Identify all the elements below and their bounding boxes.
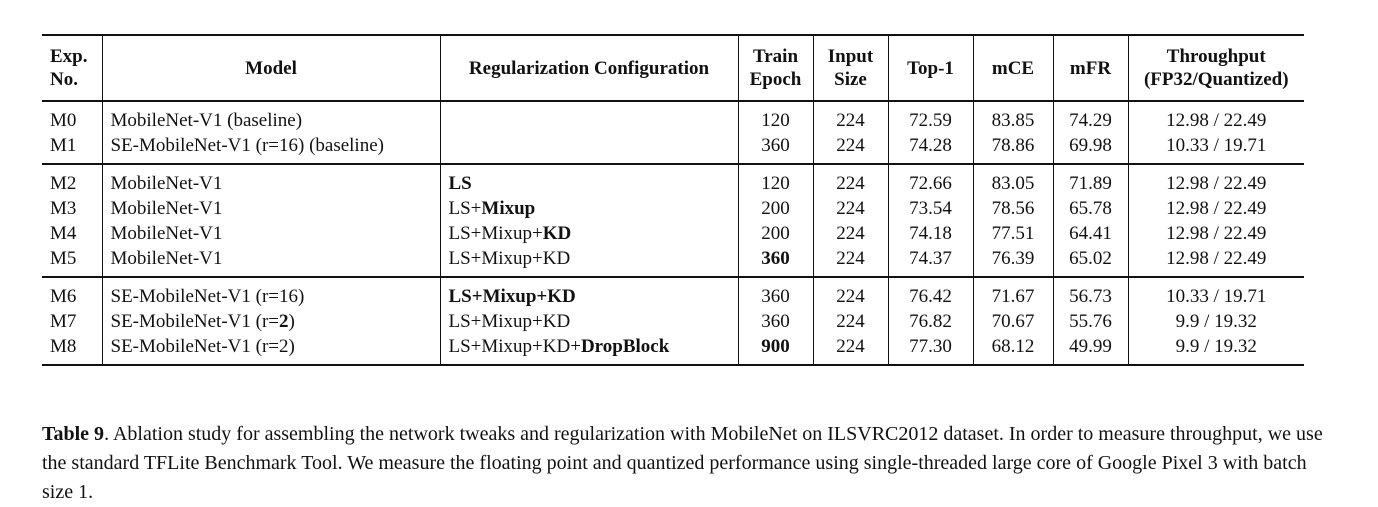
cell-mfr: 69.98	[1053, 133, 1128, 164]
cell-throughput: 10.33 / 19.71	[1166, 134, 1267, 156]
cell-mce: 77.51	[973, 221, 1053, 246]
cell-top1: 74.37	[888, 246, 973, 277]
cell-exp: M7	[42, 309, 102, 334]
table-caption	[42, 420, 1332, 507]
cell-epoch: 120	[738, 101, 813, 133]
cell-model: MobileNet-V1 (baseline)	[102, 101, 440, 133]
cell-reg	[440, 133, 738, 164]
table-group-mobilenet	[42, 164, 1304, 277]
cell-epoch: 360	[738, 277, 813, 309]
cell-model: SE-MobileNet-V1 (r=2)	[102, 334, 440, 365]
caption-text: . Ablation study for assembling the network tweaks and regularization with MobileNet on ILSVRC2012 dataset. In order to measure throughput, we use the standard TFLite Benchmark Tool. We measure the floating point and quantized performance using single-threaded large core of Google Pixel 3 with batch size 1.	[42, 423, 1323, 503]
header-model: Model	[102, 35, 440, 101]
cell-epoch: 120	[738, 164, 813, 196]
header-train-epoch: Train Epoch	[738, 35, 813, 101]
cell-throughput: 12.98 / 22.49	[1166, 109, 1267, 131]
cell-exp: M2	[42, 164, 102, 196]
cell-model: SE-MobileNet-V1 (r=16) (baseline)	[102, 133, 440, 164]
cell-epoch: 200	[738, 221, 813, 246]
cell-input: 224	[813, 309, 888, 334]
header-mce: mCE	[973, 35, 1053, 101]
cell-exp: M0	[42, 101, 102, 133]
cell-mce: 83.85	[973, 101, 1053, 133]
header-throughput: Throughput (FP32/Quantized)	[1143, 46, 1289, 90]
cell-input: 224	[813, 277, 888, 309]
cell-model: MobileNet-V1	[102, 196, 440, 221]
cell-throughput: 9.9 / 19.32	[1175, 335, 1257, 357]
cell-exp: M3	[42, 196, 102, 221]
table-row	[42, 164, 1304, 196]
cell-reg	[440, 101, 738, 133]
cell-top1: 72.59	[888, 101, 973, 133]
cell-epoch: 200	[738, 196, 813, 221]
cell-input: 224	[813, 246, 888, 277]
cell-exp: M4	[42, 221, 102, 246]
cell-top1: 73.54	[888, 196, 973, 221]
header-mfr: mFR	[1053, 35, 1128, 101]
header-input-size: Input Size	[813, 35, 888, 101]
cell-reg: LS+Mixup+KD	[440, 221, 738, 246]
table-row	[42, 196, 1304, 221]
cell-mce: 68.12	[973, 334, 1053, 365]
cell-mce: 78.86	[973, 133, 1053, 164]
table-group-baselines	[42, 101, 1304, 164]
caption-label: Table 9	[42, 423, 105, 445]
table-row	[42, 246, 1304, 277]
table-row	[42, 334, 1304, 365]
cell-mfr: 64.41	[1053, 221, 1128, 246]
cell-mce: 71.67	[973, 277, 1053, 309]
cell-exp: M8	[42, 334, 102, 365]
cell-reg: LS+Mixup+KD+DropBlock	[440, 334, 738, 365]
cell-model: MobileNet-V1	[102, 246, 440, 277]
table-row	[42, 133, 1304, 164]
cell-input: 224	[813, 101, 888, 133]
cell-throughput: 12.98 / 22.49	[1166, 197, 1267, 219]
cell-throughput: 12.98 / 22.49	[1166, 222, 1267, 244]
cell-mce: 78.56	[973, 196, 1053, 221]
cell-throughput: 12.98 / 22.49	[1166, 247, 1267, 269]
cell-mfr: 71.89	[1053, 164, 1128, 196]
header-exp-no: Exp. No.	[42, 35, 102, 101]
cell-top1: 76.82	[888, 309, 973, 334]
cell-top1: 74.28	[888, 133, 973, 164]
cell-reg: LS+Mixup+KD	[440, 277, 738, 309]
cell-epoch: 360	[738, 246, 813, 277]
cell-top1: 72.66	[888, 164, 973, 196]
table-row	[42, 277, 1304, 309]
cell-model: MobileNet-V1	[102, 164, 440, 196]
cell-top1: 74.18	[888, 221, 973, 246]
cell-reg: LS+Mixup+KD	[440, 246, 738, 277]
cell-model: SE-MobileNet-V1 (r=16)	[102, 277, 440, 309]
cell-reg: LS+Mixup	[440, 196, 738, 221]
cell-epoch: 900	[738, 334, 813, 365]
cell-mfr: 56.73	[1053, 277, 1128, 309]
cell-reg: LS+Mixup+KD	[440, 309, 738, 334]
cell-reg: LS	[440, 164, 738, 196]
cell-input: 224	[813, 221, 888, 246]
table-row	[42, 309, 1304, 334]
table-group-se-mobilenet	[42, 277, 1304, 365]
cell-mce: 76.39	[973, 246, 1053, 277]
table-row	[42, 101, 1304, 133]
table-header	[42, 35, 1304, 101]
cell-top1: 76.42	[888, 277, 973, 309]
cell-throughput: 9.9 / 19.32	[1175, 310, 1257, 332]
table-row	[42, 221, 1304, 246]
cell-mfr: 65.78	[1053, 196, 1128, 221]
cell-mfr: 74.29	[1053, 101, 1128, 133]
header-regularization: Regularization Configuration	[440, 35, 738, 101]
cell-input: 224	[813, 164, 888, 196]
cell-mfr: 65.02	[1053, 246, 1128, 277]
header-top1: Top-1	[888, 35, 973, 101]
cell-model: SE-MobileNet-V1 (r=2)	[102, 309, 440, 334]
cell-epoch: 360	[738, 133, 813, 164]
cell-input: 224	[813, 196, 888, 221]
cell-mce: 83.05	[973, 164, 1053, 196]
cell-top1: 77.30	[888, 334, 973, 365]
cell-epoch: 360	[738, 309, 813, 334]
cell-exp: M1	[42, 133, 102, 164]
cell-throughput: 10.33 / 19.71	[1166, 285, 1267, 307]
ablation-table	[42, 34, 1304, 366]
cell-model: MobileNet-V1	[102, 221, 440, 246]
cell-input: 224	[813, 133, 888, 164]
cell-mfr: 49.99	[1053, 334, 1128, 365]
cell-exp: M5	[42, 246, 102, 277]
cell-mfr: 55.76	[1053, 309, 1128, 334]
cell-exp: M6	[42, 277, 102, 309]
cell-mce: 70.67	[973, 309, 1053, 334]
cell-input: 224	[813, 334, 888, 365]
cell-throughput: 12.98 / 22.49	[1166, 172, 1267, 194]
